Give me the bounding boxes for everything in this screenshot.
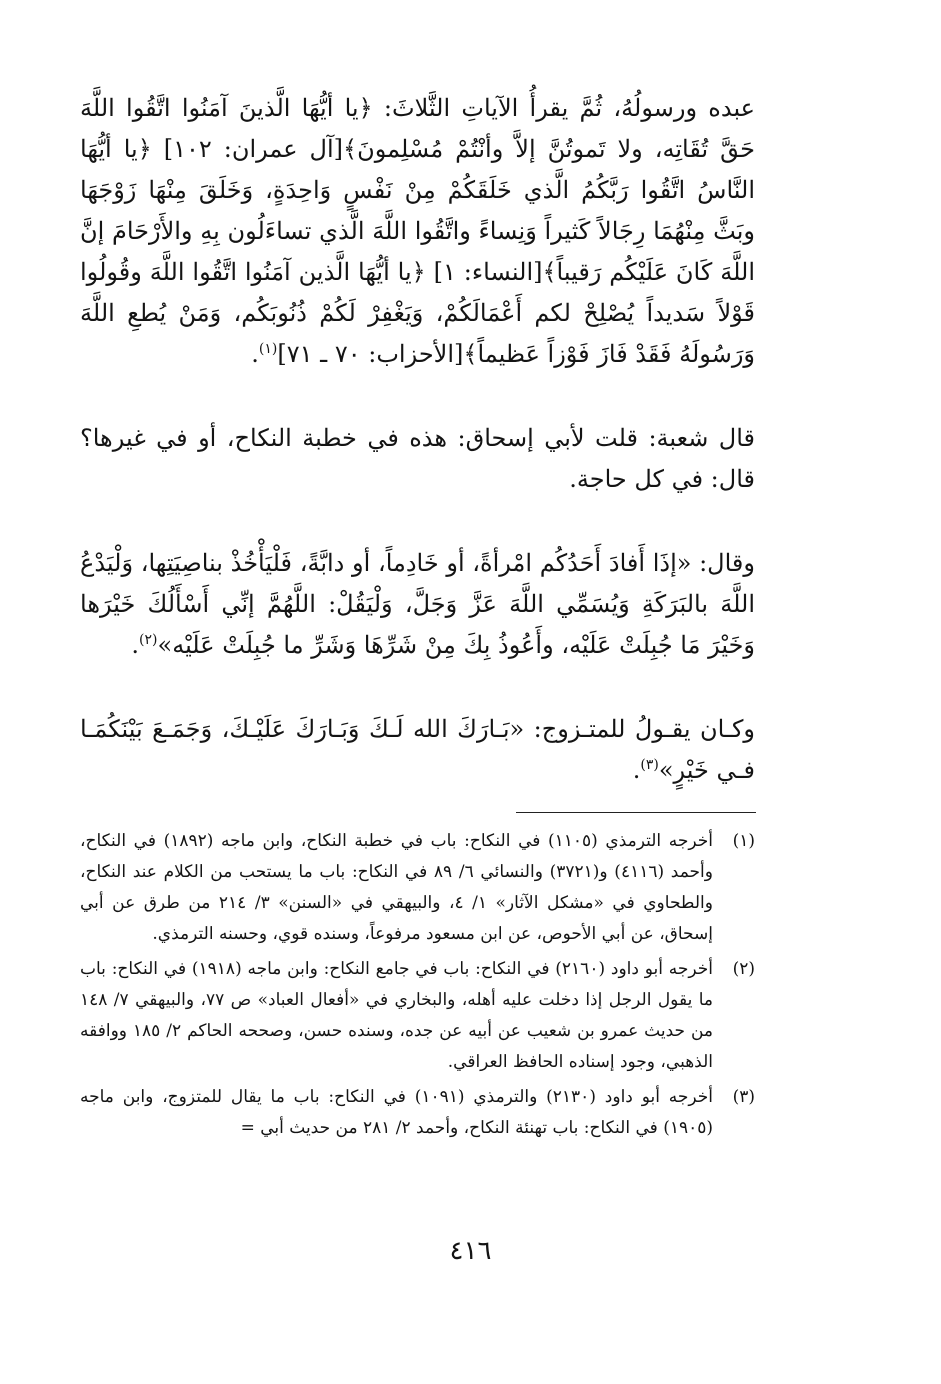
footnote-2-number: (٢) bbox=[732, 959, 755, 979]
footnote-divider bbox=[516, 812, 756, 813]
paragraph-4 bbox=[80, 709, 755, 791]
paragraph-4-end: . bbox=[632, 756, 641, 784]
footnote-1 bbox=[80, 826, 755, 950]
paragraph-3 bbox=[80, 543, 755, 666]
paragraph-1 bbox=[80, 88, 755, 375]
paragraph-4-text: وكـان يقـولُ للمتـزوج: «بَـارَكَ الله لَـكَ وَبَـارَكَ عَلَيْـكَ، وَجَمَـعَ بَيْنَكُمَـا فـي خَيْرٍ» bbox=[80, 715, 755, 784]
footnote-ref-1: (١) bbox=[258, 341, 278, 357]
footnote-2 bbox=[80, 954, 755, 1078]
paragraph-2 bbox=[80, 418, 755, 500]
paragraph-3-text: وقال: «إذَا أَفادَ أَحَدُكُم امْرأةً، أو خَادِماً، أو دابَّةً، فَلْيَأْخُذْ بناصِيَتِها، وَلْيَدْعُ اللَّهَ بالبَرَكَةِ وَيُسَمِّي اللَّهَ عَزَّ وَجَلَّ، وَلْيَقُلْ: اللَّهُمَّ إنِّي أَسْأَلُكَ خَيْرَها وَخَيْرَ مَا جُبِلَتْ عَلَيْه، وأَعُوذُ بِكَ مِنْ شَرِّهَا وَشَرِّ ما جُبِلَتْ عَلَيْه» bbox=[80, 549, 755, 659]
footnote-2-text: أخرجه أبو داود (٢١٦٠) في النكاح: باب في جامع النكاح: وابن ماجه (١٩١٨) في النكاح: باب ما يقول الرجل إذا دخلت عليه أهله، والبخاري في «أفعال العباد» ص ٧٧، والبيهقي ٧/ ١٤٨ من حديث عمرو بن شعيب عن أبيه عن جده، وسنده حسن، وصححه الحاكم ٢/ ١٨٥ ووافقه الذهبي، وجود إسناده الحافظ العراقي. bbox=[80, 959, 714, 1072]
footnote-3 bbox=[80, 1082, 755, 1144]
footnotes bbox=[80, 826, 755, 1148]
main-text bbox=[80, 88, 755, 819]
footnote-3-number: (٣) bbox=[732, 1087, 755, 1107]
footnote-1-number: (١) bbox=[732, 831, 755, 851]
footnote-ref-3: (٣) bbox=[640, 757, 659, 773]
paragraph-2-text: قال شعبة: قلت لأبي إسحاق: هذه في خطبة النكاح، أو في غيرها؟ قال: في كل حاجة. bbox=[80, 424, 755, 493]
footnote-ref-2: (٢) bbox=[139, 632, 158, 648]
page-number: ٤١٦ bbox=[449, 1236, 492, 1266]
footnote-1-text: أخرجه الترمذي (١١٠٥) في النكاح: باب في خطبة النكاح، وابن ماجه (١٨٩٢) في النكاح، وأحمد (٤١١٦) و(٣٧٢١) والنسائي ٦/ ٨٩ في النكاح: باب ما يستحب من الكلام عند النكاح، والطحاوي في «مشكل الآثار» ١/ ٤، والبيهقي في «السنن» ٣/ ٢١٤ من طرق عن أبي إسحاق، عن أبي الأحوص، عن ابن مسعود مرفوعاً، وسنده قوي، وحسنه الترمذي. bbox=[80, 831, 713, 944]
paragraph-1-end: . bbox=[251, 340, 259, 368]
footnote-3-text: أخرجه أبو داود (٢١٣٠) والترمذي (١٠٩١) في النكاح: باب ما يقال للمتزوج، وابن ماجه (١٩٠٥) في النكاح: باب تهنئة النكاح، وأحمد ٢/ ٢٨١ من حديث أبي = bbox=[80, 1087, 714, 1138]
paragraph-3-end: . bbox=[131, 631, 140, 659]
paragraph-1-text: عبده ورسولُهُ، ثُمَّ يقرأُ الآياتِ الثَّلاثَ: ﴿يا أيُّهَا الَّذينَ آمَنُوا اتَّقُوا اللَّهَ حَقَّ تُقَاتِه، ولا تَموتُنَّ إلاَّ وأنْتُمْ مُسْلِمونَ﴾[آل عمران: ١٠٢] ﴿يا أيُّهَا النَّاسُ اتَّقُوا رَبَّكُمُ الَّذي خَلَقَكُمْ مِنْ نَفْسٍ وَاحِدَةٍ، وَخَلَقَ مِنْهَا زَوْجَهَا وبَثَّ مِنْهُمَا رِجَالاً كَثيراً وَنِساءً واتَّقُوا اللَّهَ الَّذي تساءَلُون بِهِ والأَرْحَامَ إنَّ اللَّهَ كَانَ عَلَيْكُم رَقيباً﴾[النساء: ١] ﴿يا أيُّهَا الَّذين آمَنُوا اتَّقُوا اللَّهَ وقُولُوا قَوْلاً سَديداً يُصْلِحْ لكم أَعْمَالَكُمْ، وَيَغْفِرْ لَكُمْ ذُنُوبَكُم، وَمَنْ يُطعِ اللَّهَ وَرَسُولَهُ فَقَدْ فَازَ فَوْزاً عَظيماً﴾[الأحزاب: ٧٠ ـ ٧١] bbox=[80, 94, 755, 368]
